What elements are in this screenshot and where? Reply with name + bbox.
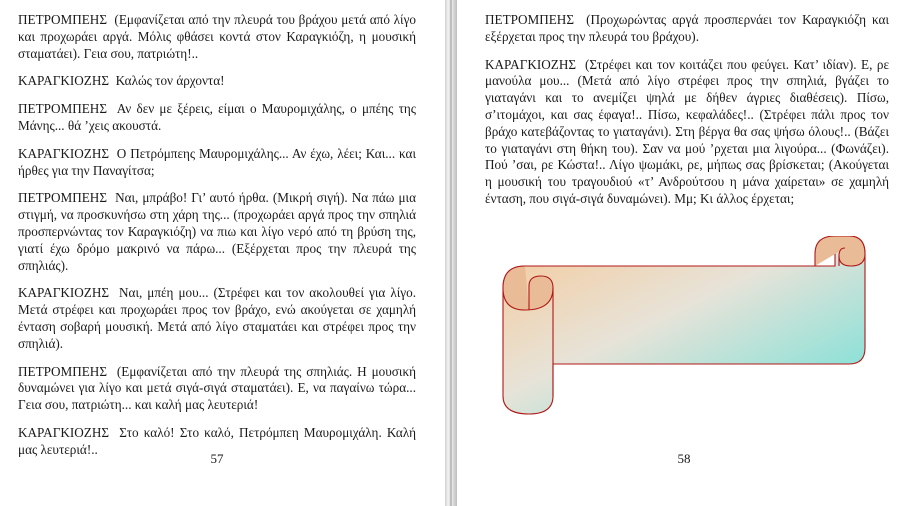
- paragraph: [18, 285, 416, 352]
- page-number: 57: [210, 451, 224, 466]
- speaker-name: ΠΕΤΡΟΜΠΕΗΣ: [485, 12, 574, 27]
- scroll-curl-top: [815, 236, 865, 266]
- dialogue-text: Ναι, μπράβο! Γι’ αυτό ήρθα. (Μικρή σιγή). Να πάω μια στιγμή, να προσκυνήσω στη χάρη της... (προχωράει αργά προς την σπηλιά προσπερνώντας τον Καραγκιόζη) να πιω και λίγο νερό από τη βρύση της, γιατί έχω δρόμο μακρινό να πάρω... (Εξέρχεται προς την πλευρά της σπηλιάς).: [18, 190, 417, 273]
- speaker-name: ΠΕΤΡΟΜΠΕΗΣ: [18, 190, 107, 206]
- paragraph: [485, 12, 889, 46]
- dialogue-text: Στο καλό! Στο καλό, Πετρόμπεη Μαυρομιχάλη. Καλή μας λευτεριά!..: [18, 424, 417, 457]
- dialogue-text: Καλώς τον άρχοντα!: [115, 73, 225, 89]
- dialogue-text: (Προχωρώντας αργά προσπερνάει τον Καραγκιόζη και εξέρχεται προς την πλευρά του βράχου).: [485, 12, 889, 44]
- left-text-block: [18, 12, 416, 470]
- right-text-block: [485, 12, 889, 219]
- dialogue-text: (Εμφανίζεται από την πλευρά του βράχου μετά από λίγο και προχωράει αργά. Μόλις φθάσει κοντά στον Καραγκιόζη, η μουσική σταματάει). Γεια σου, πατριώτη!..: [18, 12, 416, 61]
- paragraph: [18, 12, 416, 62]
- dialogue-text: Ο Πετρόμπεης Μαυρομιχάλης... Αν έχω, λέει; Και... και ήρθες για την Παναγίτσα;: [18, 145, 417, 178]
- speaker-name: ΚΑΡΑΓΚΙΟΖΗΣ: [18, 285, 110, 301]
- speaker-name: ΚΑΡΑΓΚΙΟΖΗΣ: [18, 73, 110, 89]
- dialogue-text: (Εμφανίζεται από την πλευρά της σπηλιάς. Η μουσική δυναμώνει για λίγο και μετά σιγά-σιγά σταματάει). Ε, να παγαίνω τώρα... Γεια σου, πατριώτη... και καλή μας λευτεριά!: [18, 363, 416, 413]
- paragraph: [18, 73, 416, 90]
- right-page: [457, 0, 901, 506]
- dialogue-text: (Στρέφει και τον κοιτάζει που φεύγει. Κατ’ ιδίαν). Ε, ρε μανούλα μου... (Μετά από λίγο στρέφει προς την σπηλιά, βγάζει το γιαταγάνι και το ανεμίζει ψηλά με δήθεν άγριες διαθέσεις). Πίσω, σ’ιτομάχοι, και σας έφαγα!.. Πίσω, κεφαλάδες!.. (Στρέφει πάλι προς τον βράχο κατεβάζοντας το γιαταγάνι). Στη βέργα θα σας ψήσω όλους!.. (Βάζει το γιαταγάνι στη θήκη του). Σαν να μού ’ρχεται μια λιγούρα... (Φωνάζει). Πού ’σαι, ρε Κώστα!.. Λίγο ψωμάκι, ρε, μήπως σας βρίσκεται; (Ακούγεται η μουσική του τραγουδιού «τ’ Ανδρούτσου η μάνα χαίρεται» σε χαμηλή ένταση, που σιγά-σιγά δυναμώνει). Μμ; Κι άλλος έρχεται;: [485, 56, 889, 206]
- scroll-banner-icon: [499, 236, 867, 422]
- dialogue-text: Ναι, μπέη μου... (Στρέφει και τον ακολουθεί για λίγο. Μετά στρέφει και προχωράει προς τον βράχο, ενώ ακούγεται σε χαμηλή ένταση σοβαρή μουσική. Μετά από λίγο σταματάει και στρέφει προς την σπηλιά).: [18, 285, 416, 351]
- speaker-name: ΚΑΡΑΓΚΙΟΖΗΣ: [18, 424, 110, 440]
- paragraph: [18, 101, 416, 135]
- speaker-name: ΚΑΡΑΓΚΙΟΖΗΣ: [485, 56, 577, 72]
- scroll-body: [503, 236, 865, 414]
- speaker-name: ΠΕΤΡΟΜΠΕΗΣ: [18, 363, 107, 379]
- page-number: 58: [677, 451, 691, 466]
- paragraph: [18, 190, 416, 274]
- speaker-name: ΠΕΤΡΟΜΠΕΗΣ: [18, 12, 107, 27]
- speaker-name: ΚΑΡΑΓΚΙΟΖΗΣ: [18, 145, 110, 161]
- left-page: [0, 0, 445, 506]
- paragraph: [18, 146, 416, 180]
- dialogue-text: Αν δεν με ξέρεις, είμαι ο Μαυρομιχάλης, ο μπέης της Μάνης... θά ’χεις ακουστά.: [18, 101, 416, 133]
- paragraph: [485, 57, 889, 208]
- speaker-name: ΠΕΤΡΟΜΠΕΗΣ: [18, 101, 107, 117]
- book-gutter: [445, 0, 457, 506]
- paragraph: [18, 364, 416, 414]
